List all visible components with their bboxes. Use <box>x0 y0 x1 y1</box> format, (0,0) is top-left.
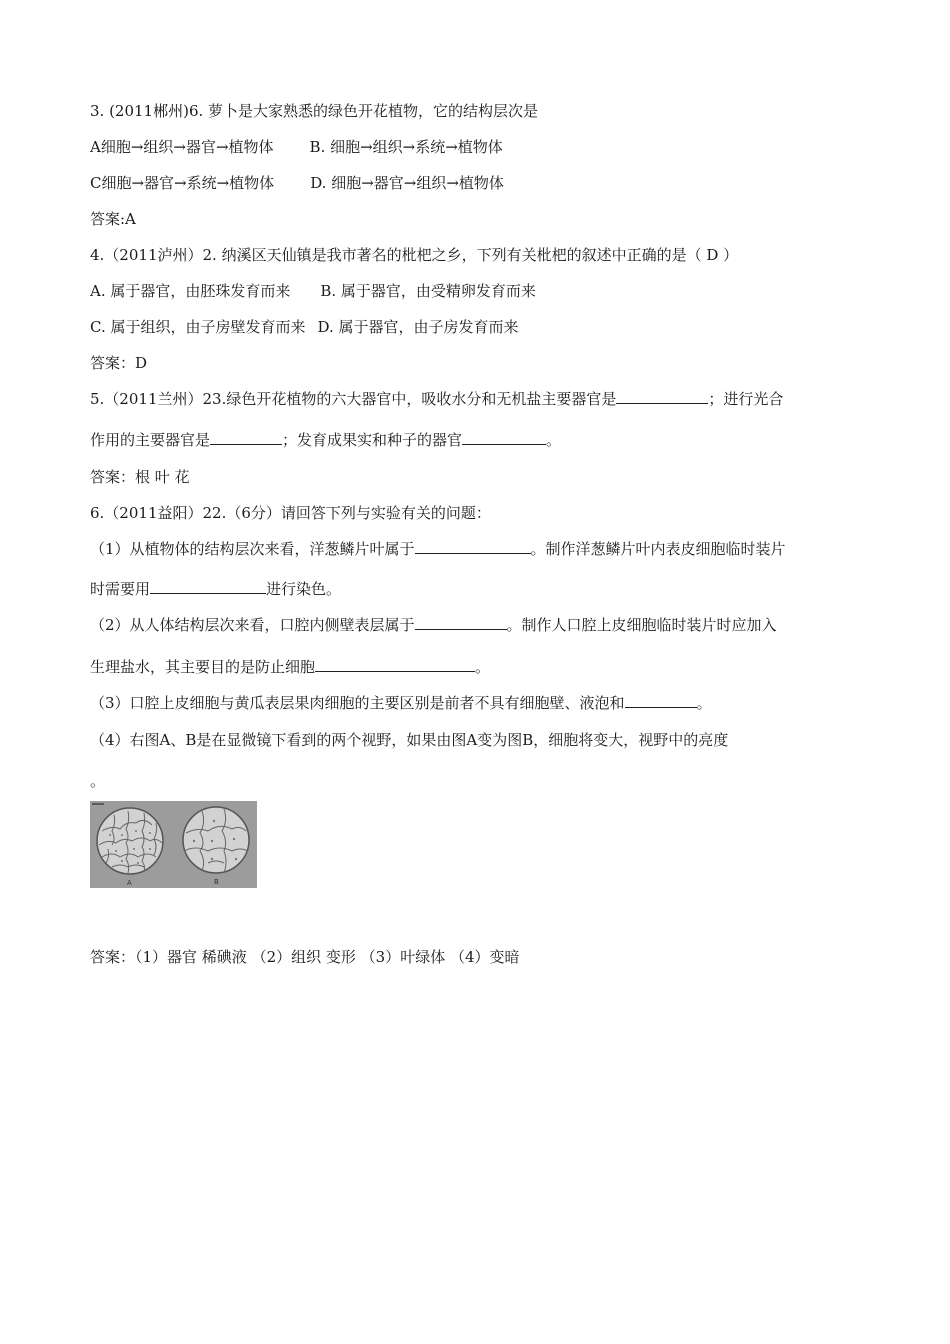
figure-label-a: A <box>127 879 132 887</box>
q4-option-a: A. 属于器官，由胚珠发育而来 <box>90 282 291 300</box>
answer-blank[interactable] <box>415 539 531 554</box>
q6-part-1-line-2 <box>90 579 341 599</box>
q6-text: 。 <box>696 694 712 712</box>
q5-text: ；发育成果实和种子的器官 <box>282 431 463 449</box>
answer-blank[interactable] <box>616 389 708 404</box>
q5-text: ；进行光合 <box>708 390 784 408</box>
answer-blank[interactable] <box>462 430 546 445</box>
q5-line-2 <box>90 430 561 450</box>
q6-part-4-line-2: 。 <box>90 772 106 790</box>
q5-text: 作用的主要器官是 <box>90 431 211 449</box>
q3-options-row-1 <box>90 137 503 157</box>
q3-option-b: B. 细胞→组织→系统→植物体 <box>309 138 503 156</box>
q6-text: （1）从植物体的结构层次来看，洋葱鳞片叶属于 <box>90 540 415 558</box>
q6-text: （2）从人体结构层次来看，口腔内侧壁表层属于 <box>90 616 415 634</box>
q3-option-d: D. 细胞→器官→组织→植物体 <box>310 174 504 192</box>
answer-blank[interactable] <box>210 430 282 445</box>
q4-option-d: D. 属于器官，由子房发育而来 <box>317 318 519 336</box>
field-b <box>183 807 249 873</box>
q6-stem: 6.（2011益阳）22.（6分）请回答下列与实验有关的问题： <box>90 504 491 522</box>
q3-answer: 答案:A <box>90 210 136 228</box>
q6-part-2-line-1 <box>90 615 777 635</box>
q5-text: 5.（2011兰州）23.绿色开花植物的六大器官中，吸收水分和无机盐主要器官是 <box>90 390 617 408</box>
answer-blank[interactable] <box>315 657 475 672</box>
microscope-fields-figure <box>90 801 257 888</box>
q6-text: （3）口腔上皮细胞与黄瓜表层果肉细胞的主要区别是前者不具有细胞壁、液泡和 <box>90 694 625 712</box>
q6-part-3 <box>90 693 712 713</box>
q4-option-c: C. 属于组织，由子房壁发育而来 <box>90 318 306 336</box>
q6-text: 进行染色。 <box>266 580 342 598</box>
q4-option-b: B. 属于器官，由受精卵发育而来 <box>320 282 536 300</box>
q6-text: 。制作洋葱鳞片叶内表皮细胞临时装片 <box>530 540 786 558</box>
q4-options-row-1 <box>90 281 536 301</box>
q3-options-row-2 <box>90 173 504 193</box>
q5-line-1 <box>90 389 783 409</box>
q6-answer: 答案：（1）器官 稀碘液 （2）组织 变形 （3）叶绿体 （4）变暗 <box>90 948 520 966</box>
q6-text: 。 <box>475 658 491 676</box>
q6-text: 。制作人口腔上皮细胞临时装片时应加入 <box>506 616 777 634</box>
q3-stem: 3. (2011郴州)6. 萝卜是大家熟悉的绿色开花植物，它的结构层次是 <box>90 102 539 120</box>
q4-stem: 4.（2011泸州）2. 纳溪区天仙镇是我市著名的枇杷之乡，下列有关枇杷的叙述中正确的是（ D ） <box>90 246 739 264</box>
q4-answer: 答案：D <box>90 354 148 372</box>
figure-label-b: B <box>214 878 219 886</box>
q6-text: 生理盐水，其主要目的是防止细胞 <box>90 658 316 676</box>
q5-answer: 答案：根 叶 花 <box>90 468 190 486</box>
q5-text: 。 <box>546 431 562 449</box>
q6-part-1-line-1 <box>90 539 786 559</box>
q3-option-a: A细胞→组织→器官→植物体 <box>90 138 274 156</box>
answer-blank[interactable] <box>150 579 266 594</box>
microscope-fields-drawing <box>90 801 257 888</box>
q3-option-c: C细胞→器官→系统→植物体 <box>90 174 275 192</box>
answer-blank[interactable] <box>625 693 697 708</box>
q6-part-2-line-2 <box>90 657 490 677</box>
q6-part-4-line-1: （4）右图A、B是在显微镜下看到的两个视野，如果由图A变为图B，细胞将变大，视野中的亮度 <box>90 731 729 749</box>
answer-blank[interactable] <box>415 615 507 630</box>
q4-options-row-2 <box>90 317 519 337</box>
q6-text: 时需要用 <box>90 580 151 598</box>
field-a <box>97 808 163 874</box>
